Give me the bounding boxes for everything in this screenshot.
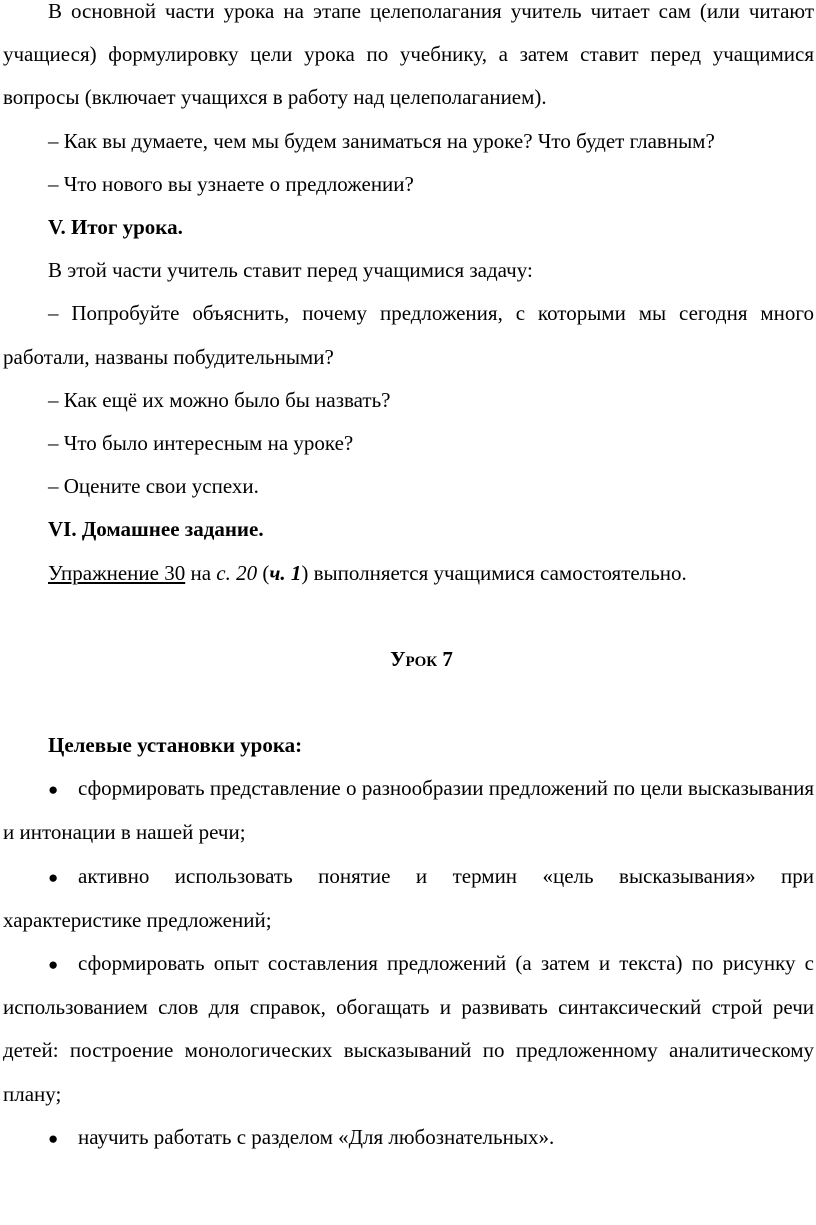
homework-text xyxy=(3,552,814,595)
goal-list-item xyxy=(3,855,814,942)
bullet-icon: ● xyxy=(48,780,59,800)
summary-question: – Попробуйте объяснить, почему предложения, с которыми мы сегодня много работали, названы побудительными? xyxy=(3,301,814,369)
summary-intro: В этой части учитель ставит перед учащимися задачу: xyxy=(48,258,533,283)
goals-heading: Целевые установки урока: xyxy=(48,733,303,758)
text-fragment: ( xyxy=(257,560,270,585)
exercise-reference: Упражнение 30 xyxy=(48,560,186,585)
text-fragment: ) xyxy=(301,560,309,585)
goal-text: научить работать с разделом «Для любознательных». xyxy=(78,1124,555,1149)
page-reference: с. 20 xyxy=(216,560,258,585)
summary-question: – Как ещё их можно было бы назвать? xyxy=(48,387,391,412)
goal-text: сформировать опыт составления предложений (а затем и текста) по рисунку с использованием слов для справок, обогащать и развивать синтаксический строй речи детей: построение монологических высказываний по предложенному аналитическому плану; xyxy=(3,951,814,1106)
section-heading-homework: VI. Домашнее задание. xyxy=(48,517,264,542)
question-what-new: – Что нового вы узнаете о предложении? xyxy=(48,171,414,196)
bullet-icon: ● xyxy=(48,867,59,887)
bullet-icon: ● xyxy=(48,1128,59,1148)
lesson-title: Урок 7 xyxy=(390,646,453,671)
summary-question: – Оцените свои успехи. xyxy=(48,474,259,499)
text-fragment: выполняется учащимися самостоятельно. xyxy=(308,560,687,585)
bullet-icon: ● xyxy=(48,955,59,975)
goal-list-item xyxy=(3,767,814,854)
goal-list-item xyxy=(3,942,814,1116)
goal-list-item xyxy=(3,1116,814,1160)
text-fragment: на xyxy=(185,560,217,585)
section-heading-summary: V. Итог урока. xyxy=(48,215,183,240)
question-what-will-we-do: – Как вы думаете, чем мы будем заниматься на уроке? Что будет главным? xyxy=(48,128,715,153)
summary-question: – Что было интересным на уроке? xyxy=(48,431,354,456)
part-reference: ч. 1 xyxy=(269,560,302,585)
paragraph-goal-setting: В основной части урока на этапе целеполагания учитель читает сам (или читают учащиеся) формулировку цели урока по учебнику, а затем ставит перед учащимися вопросы (включает учащихся в работу над целеполаганием). xyxy=(3,0,814,110)
goal-text: сформировать представление о разнообразии предложений по цели высказывания и интонации в нашей речи; xyxy=(3,776,814,845)
goal-text: активно использовать понятие и термин «цель высказывания» при характеристике предложений; xyxy=(3,863,814,932)
